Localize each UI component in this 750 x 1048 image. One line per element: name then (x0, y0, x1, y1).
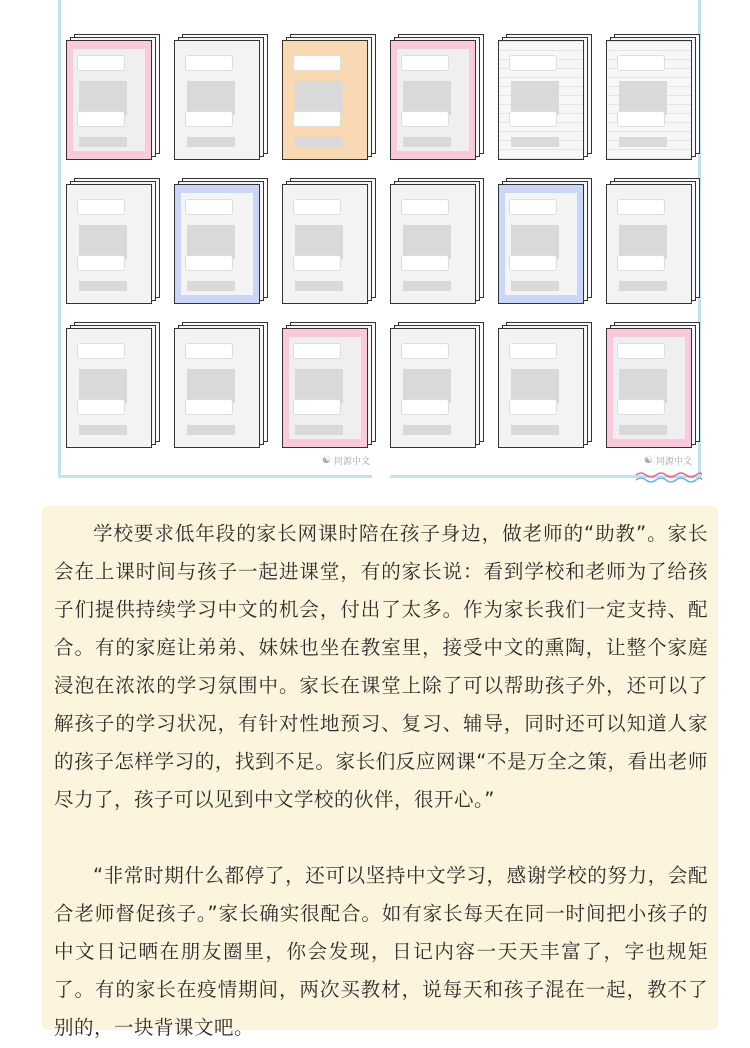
chat-screenshot (498, 184, 584, 304)
photo-placeholder (403, 425, 451, 435)
photo-placeholder (619, 281, 667, 291)
photo-placeholder (79, 281, 127, 291)
article-paragraph-1: 学校要求低年段的家长网课时陪在孩子身边，做老师的“助教”。家长会在上课时间与孩子一起进课堂，有的家长说：看到学校和老师为了给孩子们提供持续学习中文的机会，付出了太多。作为家长我们一定支持、配合。有的家庭让弟弟、妹妹也坐在教室里，接受中文的熏陶，让整个家庭浸泡在浓浓的学习氛围中。家长在课堂上除了可以帮助孩子外，还可以了解孩子的学习状况，有针对性地预习、复习、辅导，同时还可以知道人家的孩子怎样学习的，找到不足。家长们反应网课“不是万全之策，看出老师尽力了，孩子可以见到中文学校的伙伴，很开心。” (54, 522, 708, 811)
photo-placeholder (295, 281, 343, 291)
photo-placeholder (187, 281, 235, 291)
chat-screenshot (606, 328, 692, 448)
chat-bubble (185, 255, 233, 271)
logo-icon: ☯ (322, 455, 331, 466)
chat-bubble (509, 111, 557, 127)
photo-placeholder (619, 81, 667, 115)
chat-screenshot (66, 328, 152, 448)
photo-placeholder (619, 137, 667, 147)
chat-screenshot (66, 184, 152, 304)
chat-bubble (293, 55, 341, 71)
chat-screenshot (390, 184, 476, 304)
watermark-left-text: 同源中文 (333, 457, 370, 467)
photo-placeholder (187, 369, 235, 403)
photo-placeholder (403, 81, 451, 115)
screenshot-thumbnail (66, 34, 160, 160)
photo-placeholder (79, 425, 127, 435)
photo-placeholder (295, 225, 343, 259)
screenshot-thumbnail (282, 178, 376, 304)
chat-screenshot (282, 184, 368, 304)
photo-placeholder (187, 137, 235, 147)
photo-placeholder (187, 225, 235, 259)
photo-placeholder (403, 137, 451, 147)
logo-icon: ☯ (644, 455, 653, 466)
chat-screenshot (606, 40, 692, 160)
chat-bubble (77, 55, 125, 71)
watermark-left (322, 454, 370, 467)
chat-screenshot (282, 328, 368, 448)
photo-placeholder (295, 369, 343, 403)
chat-bubble (185, 399, 233, 415)
frame-gap (372, 470, 390, 482)
screenshot-thumbnail (174, 322, 268, 448)
chat-bubble (293, 343, 341, 359)
chat-bubble (617, 111, 665, 127)
screenshot-thumbnail (390, 322, 484, 448)
photo-placeholder (511, 425, 559, 435)
chat-screenshot (498, 40, 584, 160)
chat-bubble (617, 343, 665, 359)
photo-placeholder (79, 81, 127, 115)
screenshot-thumbnail (66, 322, 160, 448)
chat-bubble (509, 55, 557, 71)
chat-screenshot (282, 40, 368, 160)
chat-bubble (401, 255, 449, 271)
screenshot-thumbnail (606, 34, 700, 160)
chat-bubble (509, 255, 557, 271)
chat-bubble (509, 199, 557, 215)
screenshot-thumbnail (390, 178, 484, 304)
chat-bubble (185, 55, 233, 71)
chat-screenshot (390, 40, 476, 160)
chat-bubble (401, 111, 449, 127)
chat-bubble (77, 111, 125, 127)
chat-screenshot (174, 184, 260, 304)
photo-placeholder (619, 369, 667, 403)
photo-placeholder (619, 225, 667, 259)
chat-bubble (185, 343, 233, 359)
photo-placeholder (79, 369, 127, 403)
watermark-right-text: 同源中文 (655, 457, 692, 467)
screenshot-thumbnail (282, 322, 376, 448)
screenshot-thumbnail (498, 34, 592, 160)
chat-bubble (401, 55, 449, 71)
screenshot-thumbnail (174, 178, 268, 304)
screenshot-thumbnail (606, 322, 700, 448)
chat-screenshot (390, 328, 476, 448)
article-paragraph-2: “非常时期什么都停了，还可以坚持中文学习，感谢学校的努力，会配合老师督促孩子。”家长确实很配合。如有家长每天在同一时间把小孩子的中文日记晒在朋友圈里，你会发现，日记内容一天天丰富了，字也规矩了。有的家长在疫情期间，两次买教材，说每天和孩子混在一起，教不了别的，一块背课文吧。 (54, 864, 708, 1039)
photo-placeholder (295, 81, 343, 115)
photo-placeholder (403, 369, 451, 403)
chat-bubble (617, 399, 665, 415)
photo-placeholder (79, 137, 127, 147)
photo-placeholder (403, 281, 451, 291)
screenshot-thumbnail (66, 178, 160, 304)
chat-bubble (185, 111, 233, 127)
article-panel (42, 506, 718, 1039)
chat-bubble (77, 343, 125, 359)
photo-placeholder (79, 225, 127, 259)
chat-bubble (293, 199, 341, 215)
photo-placeholder (295, 137, 343, 147)
chat-bubble (401, 399, 449, 415)
screenshot-thumbnail (498, 322, 592, 448)
screenshot-thumbnail (282, 34, 376, 160)
wave-decoration (636, 470, 702, 486)
photo-placeholder (403, 225, 451, 259)
chat-bubble (617, 255, 665, 271)
chat-bubble (401, 343, 449, 359)
chat-bubble (293, 111, 341, 127)
chat-screenshot (174, 40, 260, 160)
photo-placeholder (295, 425, 343, 435)
chat-screenshot (498, 328, 584, 448)
chat-bubble (77, 255, 125, 271)
chat-bubble (293, 255, 341, 271)
screenshot-thumbnail (174, 34, 268, 160)
photo-placeholder (619, 425, 667, 435)
chat-screenshot (606, 184, 692, 304)
watermark-right (644, 454, 692, 467)
chat-bubble (293, 399, 341, 415)
chat-screenshot (66, 40, 152, 160)
photo-placeholder (511, 137, 559, 147)
chat-bubble (77, 199, 125, 215)
photo-placeholder (187, 425, 235, 435)
screenshot-thumbnail (390, 34, 484, 160)
chat-bubble (509, 399, 557, 415)
photo-placeholder (511, 369, 559, 403)
chat-bubble (509, 343, 557, 359)
chat-bubble (617, 55, 665, 71)
photo-placeholder (511, 81, 559, 115)
chat-bubble (77, 399, 125, 415)
chat-bubble (617, 199, 665, 215)
chat-bubble (401, 199, 449, 215)
photo-placeholder (511, 225, 559, 259)
screenshot-gallery (66, 34, 696, 448)
photo-placeholder (511, 281, 559, 291)
photo-placeholder (187, 81, 235, 115)
chat-bubble (185, 199, 233, 215)
screenshot-thumbnail (606, 178, 700, 304)
screenshot-thumbnail (498, 178, 592, 304)
chat-screenshot (174, 328, 260, 448)
